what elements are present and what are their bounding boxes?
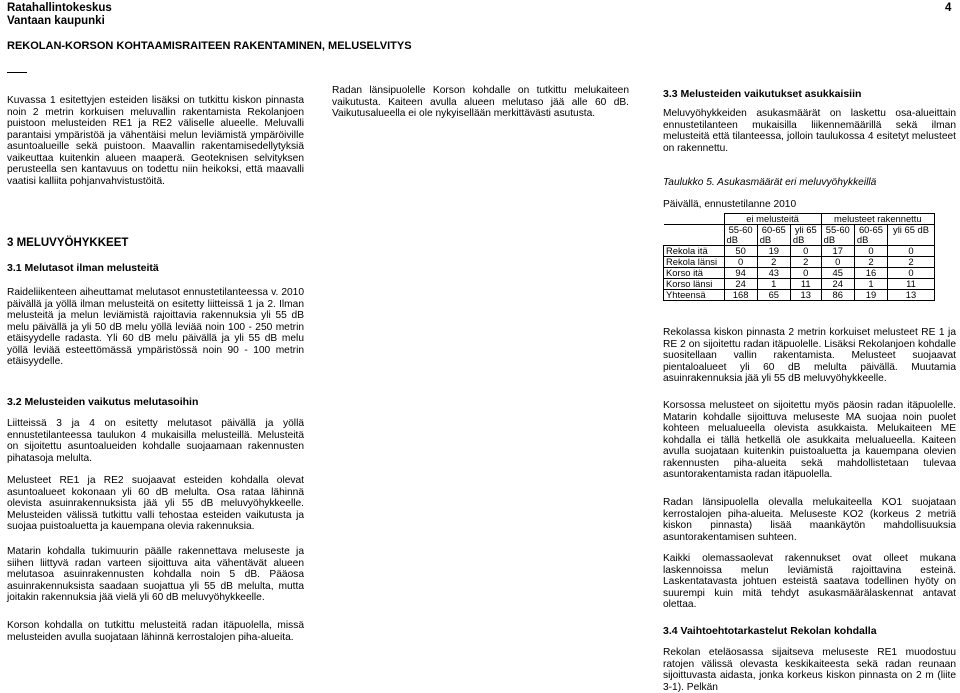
table-cell: 43 bbox=[757, 268, 790, 279]
col-header: yli 65 dB bbox=[888, 225, 935, 236]
table-cell: 19 bbox=[757, 246, 790, 257]
table-cell: 2 bbox=[888, 257, 935, 268]
table-row-total bbox=[664, 290, 935, 301]
paragraph-3-3-b: Rekolassa kiskon pinnasta 2 metrin korkuiset melusteet RE 1 ja RE 2 on sijoitettu radan itäpuolelle. Lisäksi Rekolanjoen kohdalle suositellaan vallin rakentamista. Melusteet suojaavat pientaloalueet yli 60 dB melulta päivällä. Muutamia asuinrakennuksia jää yli 55 dB meluvyöhykkeelle. bbox=[663, 327, 956, 384]
table-corner-3 bbox=[664, 235, 725, 246]
col-header: 55-60 bbox=[724, 225, 757, 236]
table-cell: 24 bbox=[724, 279, 757, 290]
table-cell: 0 bbox=[888, 268, 935, 279]
col-unit: dB bbox=[757, 235, 790, 246]
paragraph-3-3-e: Kaikki olemassaolevat rakennukset ovat olleet mukana laskennoissa melun leviämistä rajoittavina esteinä. Laskentatavasta johtuen esteistä saatava todellinen hyöty on suurempi kuin mitä tehdyt asukasmäärälaskennat antavat olettaa. bbox=[663, 553, 956, 610]
col-unit: dB bbox=[821, 235, 854, 246]
document-title: REKOLAN-KORSON KOHTAAMISRAITEEN RAKENTAMINEN, MELUSELVITYS bbox=[7, 40, 412, 52]
col-unit: dB bbox=[724, 235, 757, 246]
paragraph-3-2-a: Liitteissä 3 ja 4 on esitetty melutasot päivällä ja yöllä ennustetilanteessa taulukon 4 mukaisilla melusteillä. Melusteitä on sijoitettu asuntoalueiden kohdalle suojaamaan rakennusten pihatasoja melulta. bbox=[7, 418, 304, 464]
header-client: Vantaan kaupunki bbox=[7, 15, 105, 27]
table-cell: 94 bbox=[724, 268, 757, 279]
table-cell: 86 bbox=[821, 290, 854, 301]
table-cell: 2 bbox=[854, 257, 887, 268]
table-cell: 168 bbox=[724, 290, 757, 301]
table-cell: 19 bbox=[854, 290, 887, 301]
table-cell: 17 bbox=[821, 246, 854, 257]
heading-3-1: 3.1 Melutasot ilman melusteitä bbox=[7, 262, 159, 274]
table-cell: 0 bbox=[821, 257, 854, 268]
heading-3-4: 3.4 Vaihtoehtotarkastelut Rekolan kohdalla bbox=[663, 625, 877, 637]
paragraph-3-2-c: Matarin kohdalla tukimuurin päälle rakennettava meluseste ja siihen liittyvä radan varteen sijoittuva aita vähentävät alueen melutasoa asuinrakennusten kohdalla noin 5 dB. Pääosa asuinrakennuksista saadaan suojattua yli 55 dB melulta, mutta joitakin rakennuksia jää vielä yli 60 dB meluvyöhykkeelle. bbox=[7, 546, 304, 603]
heading-3-2: 3.2 Melusteiden vaikutus melutasoihin bbox=[7, 396, 199, 408]
paragraph-3-3-d: Radan länsipuolella olevalla melukaiteella KO1 suojataan kerrostalojen piha-alueita. Meluseste KO2 (korkeus 2 metriä kiskon pinnasta) lisää maankäytön mahdollisuuksia asuntorakentamisen suhteen. bbox=[663, 497, 956, 543]
page-number: 4 bbox=[945, 2, 952, 14]
table-cell: 0 bbox=[854, 246, 887, 257]
table-cell: 0 bbox=[724, 257, 757, 268]
middle-paragraph: Radan länsipuolelle Korson kohdalle on tutkittu melukaiteen vaikutusta. Kaiteen avulla alueen melutaso jää alle 60 dB. Vaikutusalueella ei ole nykyisellään merkittävästi asutusta. bbox=[332, 85, 629, 119]
table-cell: 0 bbox=[790, 268, 821, 279]
heading-3-3: 3.3 Melusteiden vaikutukset asukkaisiin bbox=[663, 88, 862, 100]
table-cell: 1 bbox=[854, 279, 887, 290]
table-cell: 11 bbox=[888, 279, 935, 290]
table-cell: 16 bbox=[854, 268, 887, 279]
table-cell: 13 bbox=[790, 290, 821, 301]
col-header: 55-60 bbox=[821, 225, 854, 236]
table-title: Päivällä, ennustetilanne 2010 bbox=[663, 199, 797, 210]
table-cell: 0 bbox=[888, 246, 935, 257]
row-label: Rekola itä bbox=[664, 246, 725, 257]
table-cell: 0 bbox=[790, 246, 821, 257]
table-cell: 13 bbox=[888, 290, 935, 301]
col-unit: dB bbox=[854, 235, 887, 246]
group-no-barriers: ei melusteitä bbox=[724, 214, 821, 225]
paragraph-3-3-a: Meluvyöhykkeiden asukasmäärät on laskettu osa-alueittain ennustetilanteen mukaisilla liikennemäärillä sekä ilman melusteitä että tilanteessa, jolloin taulukossa 4 esitetyt melusteet on rakennettu. bbox=[663, 108, 956, 154]
group-barriers-built: melusteet rakennettu bbox=[821, 214, 934, 225]
table-cell: 45 bbox=[821, 268, 854, 279]
table-cell: 2 bbox=[757, 257, 790, 268]
row-label: Korso itä bbox=[664, 268, 725, 279]
paragraph-3-2-b: Melusteet RE1 ja RE2 suojaavat esteiden kohdalla olevat asuntoalueet kokonaan yli 60 dB melulta. Osa rataa lähinnä olevista asuinrakennuksista jää yli 55 dB meluvyöhykkeelle. Melusteiden välissä tutkittu valli tehostaa esteiden vaikutusta ja suojaa puistoaluetta ja kauempana olevia rakennuksia. bbox=[7, 475, 304, 532]
header-rule bbox=[7, 72, 27, 73]
row-label: Rekola länsi bbox=[664, 257, 725, 268]
paragraph-3-1: Raideliikenteen aiheuttamat melutasot ennustetilanteessa v. 2010 päivällä ja yöllä ilman melusteitä on esitetty liitteissä 1 ja 2. Ilman melusteitä ja melun leviämistä rajoittavia rakennuksia yli 55 dB melu päivällä ja yli 50 dB melu yöllä leviää noin 100 - 250 metrin etäisyydelle radasta. Yli 60 dB melu päivällä ja yli 55 dB melu yöllä leviää esteettömässä ympäristössä noin 90 - 100 metrin etäisyydelle. bbox=[7, 287, 304, 367]
table-row bbox=[664, 246, 935, 257]
row-label: Yhteensä bbox=[664, 290, 725, 301]
table-cell: 50 bbox=[724, 246, 757, 257]
paragraph-3-4-a: Rekolan eteläosassa sijaitseva meluseste RE1 muodostuu ratojen välissä olevasta keskikaiteesta sekä radan reunaan sijoittuvasta aidasta, jonka korkeus kiskon pinnasta on 2 m (liite 3-1). Pelkän bbox=[663, 647, 956, 693]
table-corner-2 bbox=[664, 225, 725, 236]
table-row bbox=[664, 268, 935, 279]
table-cell: 1 bbox=[757, 279, 790, 290]
intro-paragraph: Kuvassa 1 esitettyjen esteiden lisäksi on tutkittu kiskon pinnasta noin 2 metrin korkuisen meluvallin rakentamista Rekolanjoen puistoon melusteiden RE1 ja RE2 väliselle alueelle. Meluvalli parantaisi ympäristöä ja vähentäisi melun leviämistä ympäröiville asuntoalueille sekä puistoon. Maavallin rakentamisedellytyksiä vaikeuttaa kuitenkin alueen maaperä. Geoteknisen selvityksen perusteella sen kantavuus on todettu niin heikoksi, että maavalli vaatisi kalliita pohjanvahvistustöitä. bbox=[7, 95, 304, 187]
table-caption: Taulukko 5. Asukasmäärät eri meluvyöhykkeillä bbox=[663, 177, 877, 188]
table-cell: 24 bbox=[821, 279, 854, 290]
table-row bbox=[664, 279, 935, 290]
table-row bbox=[664, 257, 935, 268]
table-corner bbox=[664, 214, 725, 225]
col-unit: dB bbox=[790, 235, 821, 246]
col-header: 60-65 bbox=[854, 225, 887, 236]
row-label: Korso länsi bbox=[664, 279, 725, 290]
table-cell: 11 bbox=[790, 279, 821, 290]
table-cell: 65 bbox=[757, 290, 790, 301]
col-unit bbox=[888, 235, 935, 246]
paragraph-3-2-d: Korson kohdalla on tutkittu melusteitä radan itäpuolella, missä melusteiden avulla suojataan lähinnä kerrostalojen piha-alueita. bbox=[7, 620, 304, 643]
residents-table bbox=[663, 213, 935, 301]
heading-3: 3 MELUVYÖHYKKEET bbox=[7, 237, 129, 249]
table-cell: 2 bbox=[790, 257, 821, 268]
paragraph-3-3-c: Korsossa melusteet on sijoitettu myös päosin radan itäpuolelle. Matarin kohdalle sijoittuva meluseste MA suojaa noin puolet kohteen melualueella olevista asukkaista. Melukaiteen ME kohdalla ei tällä hetkellä ole asukkaita melualueella. Kaiteen avulla suojataan kuitenkin puistoaluetta ja kauempana olevien rakennusten piha-alueita sekä mahdollistetaan tulevaa asuntorakentamista radan itäpuolella. bbox=[663, 400, 956, 480]
col-header: yli 65 bbox=[790, 225, 821, 236]
col-header: 60-65 bbox=[757, 225, 790, 236]
header-org: Ratahallintokeskus bbox=[7, 2, 112, 14]
